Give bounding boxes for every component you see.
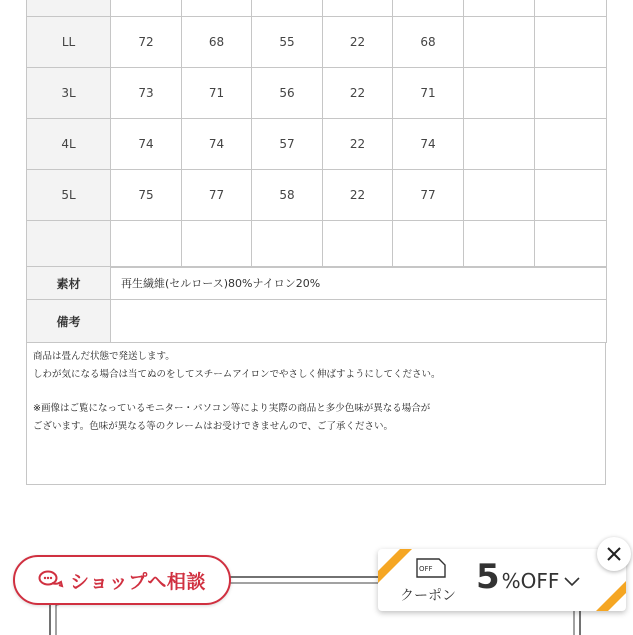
table-cell: 77 <box>182 170 252 221</box>
table-cell: 68 <box>182 17 252 68</box>
size-label: LL <box>27 17 111 68</box>
table-cell: 22 <box>323 119 393 170</box>
material-label: 素材 <box>27 267 111 300</box>
table-cell: 74 <box>393 119 464 170</box>
table-cell: 71 <box>393 68 464 119</box>
table-cell: 72 <box>111 17 182 68</box>
table-cell: 58 <box>252 170 323 221</box>
remarks-row <box>27 300 607 343</box>
table-cell: 68 <box>393 17 464 68</box>
coupon-stripe <box>378 549 418 589</box>
coupon-discount <box>476 557 581 597</box>
table-cell: 73 <box>111 68 182 119</box>
coupon-banner[interactable] <box>378 549 626 611</box>
chat-bubbles-icon <box>38 569 64 591</box>
close-icon <box>606 546 622 562</box>
size-label: 5L <box>27 170 111 221</box>
table-cell: 22 <box>323 17 393 68</box>
table-cell <box>464 119 535 170</box>
material-value: 再生繊維(セルロース)80%ナイロン20% <box>111 267 607 300</box>
table-cell <box>535 17 607 68</box>
table-row <box>27 17 607 68</box>
table-cell <box>464 170 535 221</box>
off-tag-text: OFF <box>419 565 433 573</box>
size-label: 3L <box>27 68 111 119</box>
table-cell: 74 <box>182 119 252 170</box>
material-table <box>26 266 607 343</box>
chevron-down-icon <box>563 576 581 588</box>
size-table <box>26 0 607 268</box>
note-line: しわが気になる場合は当てぬのをしてスチームアイロンでやさしく伸ばすようにしてください。 <box>33 368 441 380</box>
table-cell: 22 <box>323 68 393 119</box>
remarks-label: 備考 <box>27 300 111 343</box>
table-cell: 57 <box>252 119 323 170</box>
table-cell: 56 <box>252 68 323 119</box>
size-table-header-row <box>27 0 607 17</box>
table-cell <box>464 68 535 119</box>
table-cell: 55 <box>252 17 323 68</box>
table-row <box>27 68 607 119</box>
table-cell: 77 <box>393 170 464 221</box>
table-cell: 22 <box>323 170 393 221</box>
size-label: 4L <box>27 119 111 170</box>
material-row <box>27 267 607 300</box>
remarks-value <box>111 300 607 343</box>
table-cell: 75 <box>111 170 182 221</box>
discount-number: 5 <box>476 557 500 597</box>
close-button[interactable] <box>597 537 631 571</box>
table-cell: 74 <box>111 119 182 170</box>
table-row-empty <box>27 221 607 268</box>
table-cell <box>535 119 607 170</box>
table-row <box>27 119 607 170</box>
shop-consult-label: ショップへ相談 <box>70 570 206 593</box>
note-line: 商品は畳んだ状態で発送します。 <box>33 351 175 362</box>
table-row <box>27 170 607 221</box>
table-cell: 71 <box>182 68 252 119</box>
discount-unit: %OFF <box>501 569 560 593</box>
notes-box <box>26 342 606 485</box>
coupon-label: クーポン <box>400 588 456 604</box>
table-cell <box>535 170 607 221</box>
note-line: ございます。色味が異なる等のクレームはお受けできませんので、ご了承ください。 <box>33 420 394 432</box>
note-line: ※画像はご覧になっているモニター・パソコン等により実際の商品と多少色味が異なる場合が <box>33 403 431 414</box>
coupon-stripe <box>586 571 626 611</box>
shop-consult-button[interactable] <box>13 555 231 605</box>
table-cell <box>464 17 535 68</box>
off-tag-icon <box>416 558 446 578</box>
table-cell <box>535 68 607 119</box>
